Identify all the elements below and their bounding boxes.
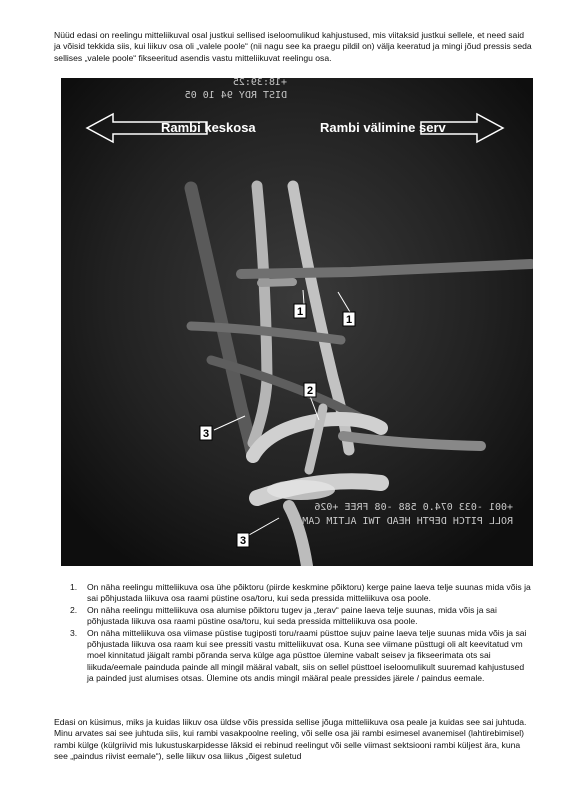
list-item-text: On näha reelingu mitteliikuva osa ühe põiktoru (piirde keskmine põiktoru) kerge paine laeva telje suunas mida võis ja sai põhjustada liikuva osa raami püstine osa/toru, kui seda pressida mitteliikuva osa poole. xyxy=(87,582,531,604)
underwater-photo-graphic xyxy=(61,78,533,566)
bright-reflection xyxy=(267,480,335,500)
list-item xyxy=(70,605,532,628)
callout-3b xyxy=(237,533,249,547)
arrow-left-label: Rambi keskosa xyxy=(161,120,256,135)
list-item-number: 2. xyxy=(70,604,78,615)
outro-paragraph: Edasi on küsimus, miks ja kuidas liikuv osa üldse võis pressida sellise jõuga mitteliikuva osa peale ja kuidas see sai juhtuda. Minu arvates sai see juhtuda siis, kui rambi vasakpoolne reeling, või selle osa jäi rambi esimesel avanemisel (lahtirebimisel) rambi külge (külgriivid mis lukustuskarpidesse läksid ei rebinud reelingut või selle viimast sektsiooni rambi küljest ära, kuna see „paindus riivist eemale“), selle liikuv osa liikus „õigest suletud xyxy=(54,717,527,762)
callout-2 xyxy=(304,383,316,397)
list-item xyxy=(70,628,532,685)
findings-list xyxy=(70,582,532,685)
list-item-text: On näha mitteliikuva osa viimase püstise tugiposti toru/raami püsttoe sujuv paine laeva telje suunas mida võis ja sai põhjustada liikuva osa raam kui see pressiti vastu mitteliikuvat osa. Kuna see viimane püsttugi oli alt keevitatud vm moel kinnitatud jäigalt rambi põranda serva külge aga püsttoe ülemine vabalt seisev ja fikseerimata ots sai liikuda/eemale painduda painde all mingil määral vabalt, siis on sellel püsttoel iseloomulikult suuremad kahjustused ja painded just alumises otsas. Ülemine ots andis mingil määral peale pressides järele / paindus eemale. xyxy=(87,627,527,684)
arrow-right-label: Rambi välimine serv xyxy=(320,120,446,135)
list-item-number: 3. xyxy=(70,627,78,638)
callout-1b-label: 1 xyxy=(345,314,353,326)
list-item-text: On näha reelingu mitteliikuva osa alumise põiktoru tugev ja „terav“ paine laeva telje suunas, mida võis ja sai põhjustada liikuva osa raami püstine osa/toru, kui seda pressida mitteliikuva osa poole. xyxy=(87,604,497,627)
callout-3a-label: 3 xyxy=(202,428,210,440)
osd-top-line2: DIST RDY 94 10 05 xyxy=(184,90,287,101)
callout-1a xyxy=(294,304,306,318)
callout-1a-label: 1 xyxy=(296,306,304,318)
callout-2-label: 2 xyxy=(306,385,314,397)
underwater-photo xyxy=(61,78,533,566)
list-item xyxy=(70,582,532,605)
osd-bottom-line2: ROLL PITCH DEPTH HEAD TWI ALTIM CAM xyxy=(302,516,513,527)
callout-3b-label: 3 xyxy=(239,535,247,547)
list-item-number: 1. xyxy=(70,582,78,592)
callout-3a xyxy=(200,426,212,440)
osd-bottom-line1: +001 -033 074.0 588 -08 FREE +026 xyxy=(314,502,513,513)
callout-1b xyxy=(343,312,355,326)
osd-top-line1: +18:39:25 xyxy=(232,78,287,88)
intro-paragraph: Nüüd edasi on reelingu mitteliikuval osal justkui sellised iseloomulikud kahjustused, mis viitaksid justkui sellele, et need said ja võisid tekkida siis, kui liikuv osa oli „valele poole“ (nii nagu see ka praegu pildil on) välja keeratud ja mingi jõud pressis seda sellises „valele poole“ fikseeritud asendis vastu mitteliikuvat reelingu osa. xyxy=(54,30,532,63)
